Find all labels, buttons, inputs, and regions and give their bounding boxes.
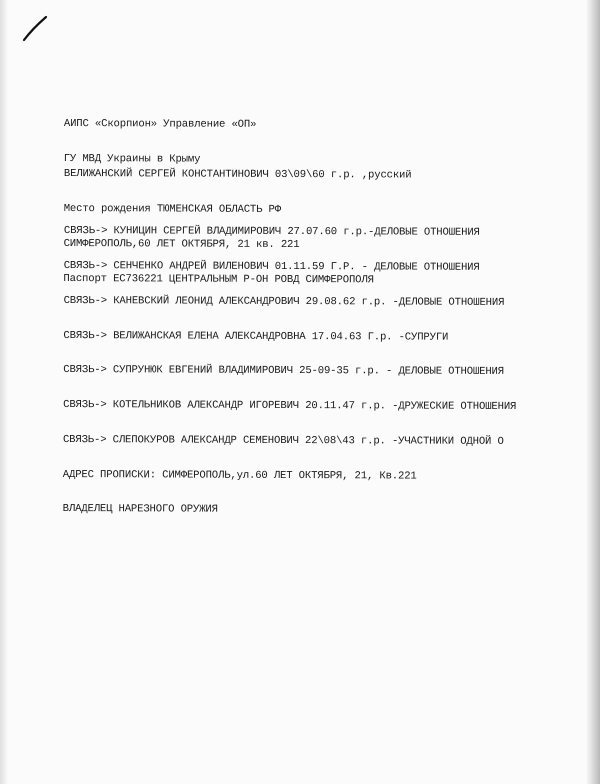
connection-line: СВЯЗЬ-> ВЕЛИЖАНСКАЯ ЕЛЕНА АЛЕКСАНДРОВНА 17.04.63 Г.р. -СУПРУГИ — [63, 329, 449, 344]
header-system-line: АИПС «Скорпион» Управление «ОП» — [63, 118, 257, 132]
connection-line: СВЯЗЬ-> СУПРУНЮК ЕВГЕНИЙ ВЛАДИМИРОВИЧ 25-09-35 г.р. - ДЕЛОВЫЕ ОТНОШЕНИЯ — [63, 364, 505, 379]
person-address-line: СИМФЕРОПОЛЬ,60 ЛЕТ ОКТЯБРЯ, 21 кв. 221 — [63, 237, 300, 251]
connections-list — [63, 203, 518, 541]
registration-address-line: АДРЕС ПРОПИСКИ: СИМФЕРОПОЛЬ,ул.60 ЛЕТ ОКТЯБРЯ, 21, Кв.221 — [62, 468, 417, 483]
scan-edge-shadow-right — [586, 0, 600, 784]
person-birthplace-line: Место рождения ТЮМЕНСКАЯ ОБЛАСТЬ РФ — [63, 202, 282, 216]
scan-edge-shadow-left — [0, 0, 8, 784]
pen-stroke-mark — [0, 0, 60, 50]
connection-line: СВЯЗЬ-> КАНЕВСКИЙ ЛЕОНИД АЛЕКСАНДРОВИЧ 29.08.62 г.р. -ДЕЛОВЫЕ ОТНОШЕНИЯ — [63, 294, 505, 309]
person-name-line: ВЕЛИЖАНСКИЙ СЕРГЕЙ КОНСТАНТИНОВИЧ 03\09\60 г.р. ,русский — [63, 168, 412, 182]
header-department-line: ГУ МВД Украины в Крыму — [63, 152, 201, 166]
connection-line: СВЯЗЬ-> КОТЕЛЬНИКОВ АЛЕКСАНДР ИГОРЕВИЧ 20.11.47 г.р. -ДРУЖЕСКИЕ ОТНОШЕНИЯ — [63, 399, 517, 414]
weapon-owner-line: ВЛАДЕЛЕЦ НАРЕЗНОГО ОРУЖИЯ — [62, 503, 218, 517]
connection-line: СВЯЗЬ-> СЕНЧЕНКО АНДРЕЙ ВИЛЕНОВИЧ 01.11.59 Г.Р. - ДЕЛОВЫЕ ОТНОШЕНИЯ — [63, 259, 480, 274]
person-passport-line: Паспорт ЕС736221 ЦЕНТРАЛЬНЫМ Р-ОН РОВД СИМФЕРОПОЛЯ — [63, 272, 374, 286]
connection-line: СВЯЗЬ-> СЛЕПОКУРОВ АЛЕКСАНДР СЕМЕНОВИЧ 22\08\43 г.р. -УЧАСТНИКИ ОДНОЙ О — [62, 433, 504, 448]
connection-line: СВЯЗЬ-> КУНИЦИН СЕРГЕЙ ВЛАДИМИРОВИЧ 27.07.60 г.р.-ДЕЛОВЫЕ ОТНОШЕНИЯ — [63, 225, 480, 240]
